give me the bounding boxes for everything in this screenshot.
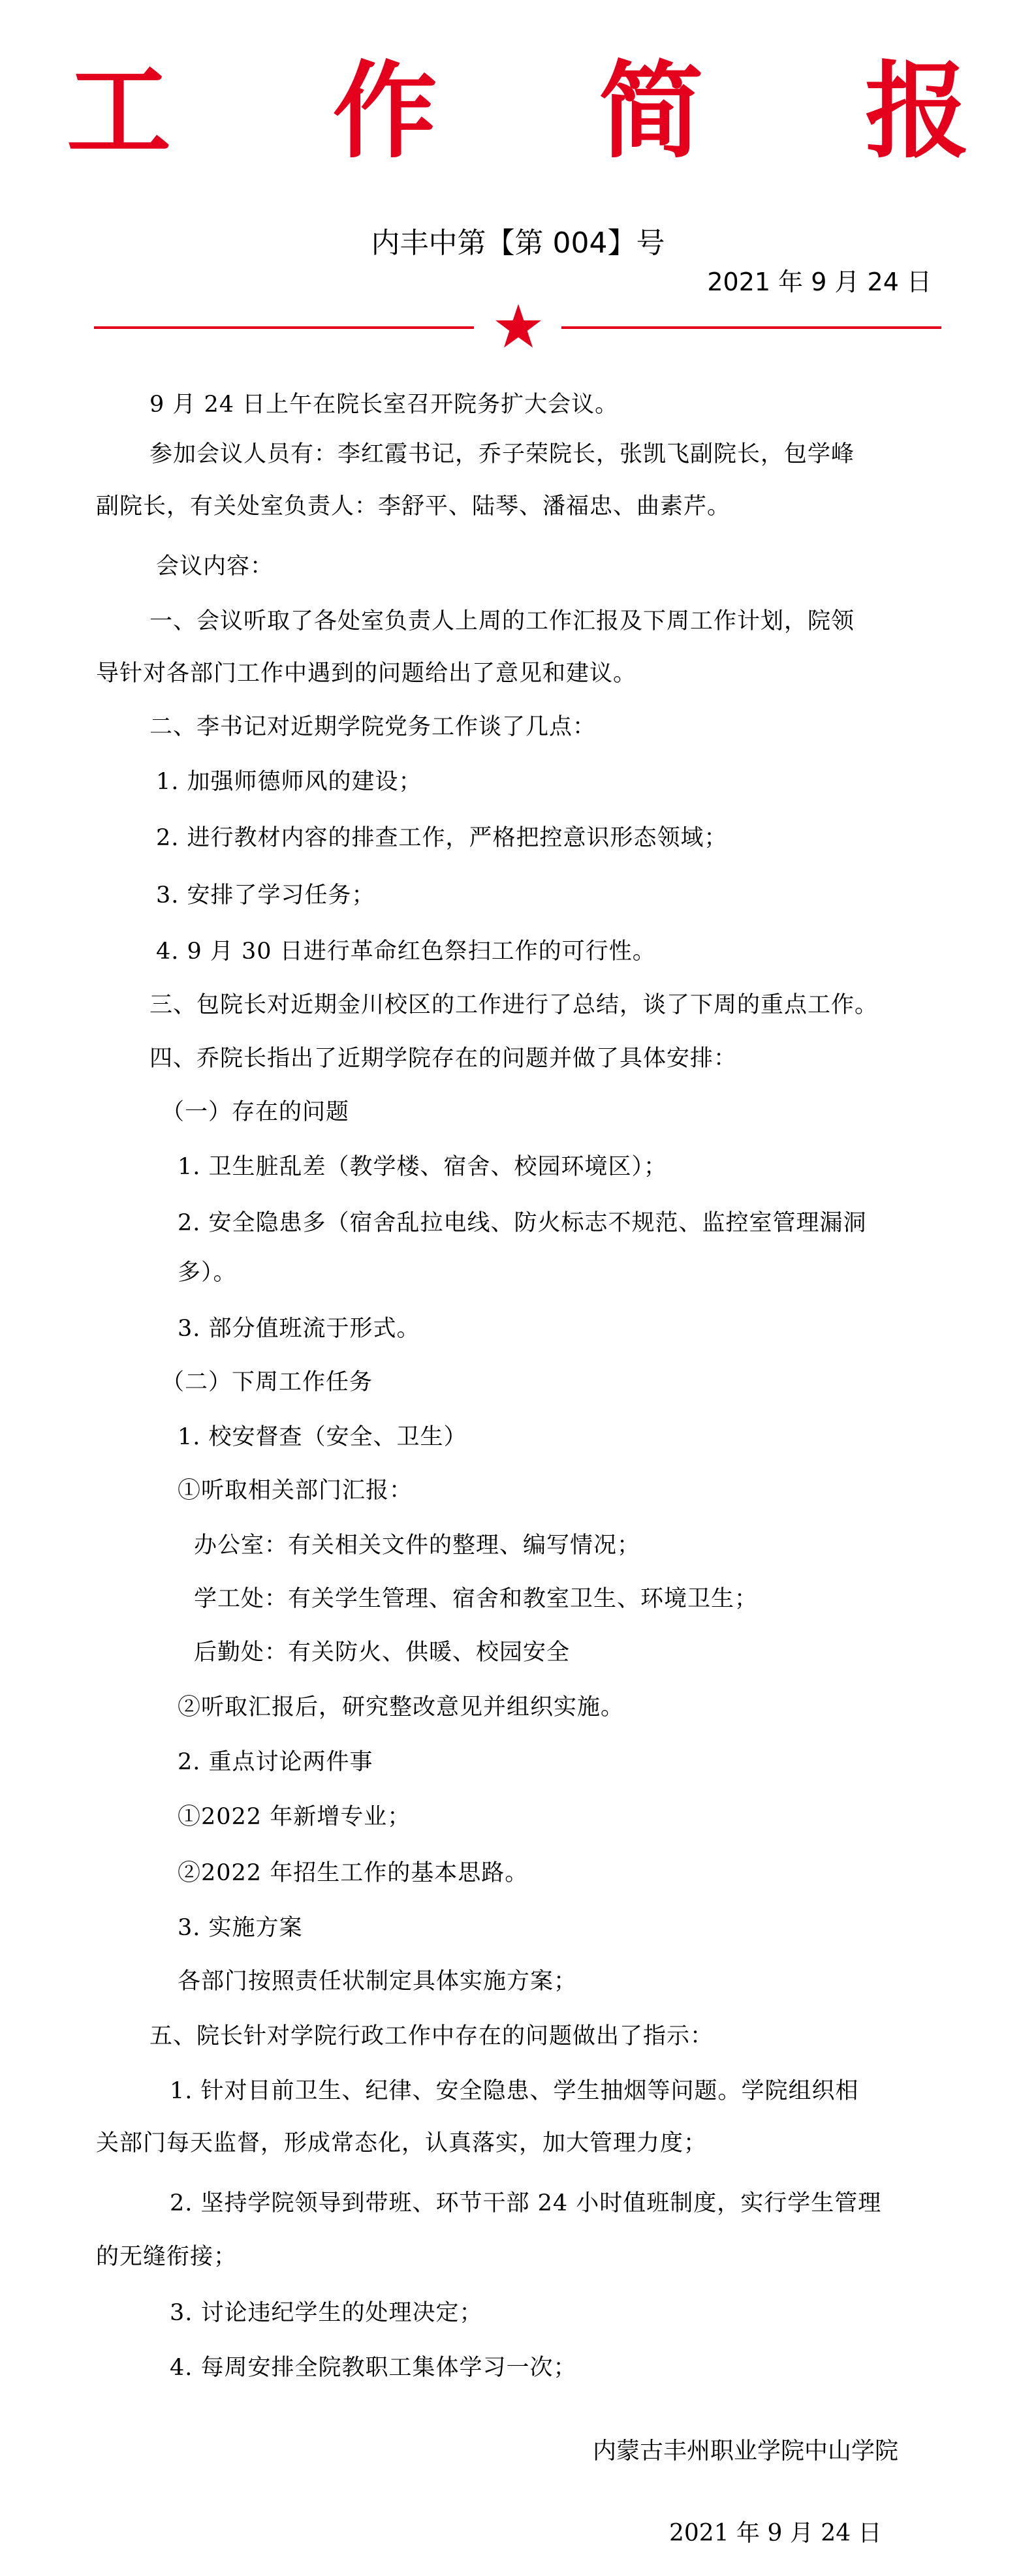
body-line: 各部门按照责任状制定具体实施方案；: [178, 1968, 578, 1994]
body-line: 副院长，有关处室负责人：李舒平、陆琴、潘福忠、曲素芹。: [96, 493, 731, 520]
body-line: 导针对各部门工作中遇到的问题给出了意见和建议。: [96, 660, 637, 687]
body-line: 一、会议听取了各处室负责人上周的工作汇报及下周工作计划，院领: [149, 608, 855, 634]
body-line: ①听取相关部门汇报：: [178, 1478, 413, 1504]
body-line: 办公室：有关相关文件的整理、编写情况；: [194, 1532, 641, 1559]
body-line: 学工处：有关学生管理、宿舍和教室卫生、环境卫生；: [194, 1586, 759, 1612]
body-line: ②听取汇报后，研究整改意见并组织实施。: [178, 1694, 625, 1720]
body-line: 3. 实施方案: [178, 1915, 303, 1941]
body-line: 1. 针对目前卫生、纪律、安全隐患、学生抽烟等问题。学院组织相: [170, 2078, 859, 2104]
signature-date: 2021 年 9 月 24 日: [669, 2520, 882, 2547]
body-line: 五、院长针对学院行政工作中存在的问题做出了指示：: [149, 2023, 714, 2049]
body-line: 3. 部分值班流于形式。: [178, 1316, 420, 1342]
divider-line-right: [561, 326, 941, 329]
body-line: 2. 重点讨论两件事: [178, 1749, 373, 1775]
body-line: ①2022 年新增专业；: [178, 1804, 411, 1830]
header-date: 2021 年 9 月 24 日: [707, 268, 932, 296]
body-line: 后勤处：有关防火、供暖、校园安全: [194, 1639, 571, 1666]
body-line: 三、包院长对近期金川校区的工作进行了总结，谈了下周的重点工作。: [149, 992, 879, 1018]
body-line: 2. 进行教材内容的排查工作，严格把控意识形态领域；: [156, 825, 728, 851]
red-divider: [94, 326, 941, 330]
body-line: 1. 加强师德师风的建设；: [156, 769, 422, 795]
body-line: 多）。: [178, 1260, 237, 1286]
body-line: ②2022 年招生工作的基本思路。: [178, 1860, 529, 1886]
body-line: 1. 卫生脏乱差（教学楼、宿舍、校园环境区）；: [178, 1154, 668, 1180]
body-line: （一）存在的问题: [161, 1099, 350, 1125]
body-line: 四、乔院长指出了近期学院存在的问题并做了具体安排：: [149, 1046, 738, 1072]
document-number: 内丰中第【第 004】号: [371, 226, 665, 260]
body-line: 二、李书记对近期学院党务工作谈了几点：: [149, 714, 597, 740]
body-line: 的无缝衔接；: [96, 2244, 238, 2270]
body-line: 3. 安排了学习任务；: [156, 882, 375, 908]
body-line: （二）下周工作任务: [161, 1369, 373, 1395]
body-line: 4. 9 月 30 日进行革命红色祭扫工作的可行性。: [156, 939, 656, 965]
body-line: 2. 安全隐患多（宿舍乱拉电线、防火标志不规范、监控室管理漏洞: [178, 1210, 867, 1236]
body-line: 4. 每周安排全院教职工集体学习一次；: [170, 2355, 577, 2381]
body-line: 9 月 24 日上午在院长室召开院务扩大会议。: [149, 392, 619, 418]
divider-line-left: [94, 326, 474, 329]
body-line: 会议内容：: [156, 553, 274, 580]
body-line: 3. 讨论违纪学生的处理决定；: [170, 2300, 483, 2326]
signature-org: 内蒙古丰州职业学院中山学院: [593, 2438, 899, 2464]
star-icon: [494, 302, 543, 351]
body-line: 关部门每天监督，形成常态化，认真落实，加大管理力度；: [96, 2130, 708, 2156]
report-title: 工 作 简 报: [66, 50, 1033, 172]
body-line: 参加会议人员有：李红霞书记，乔子荣院长，张凯飞副院长，包学峰: [149, 441, 855, 467]
body-line: 2. 坚持学院领导到带班、环节干部 24 小时值班制度，实行学生管理: [170, 2190, 882, 2216]
body-line: 1. 校安督查（安全、卫生）: [178, 1424, 467, 1450]
